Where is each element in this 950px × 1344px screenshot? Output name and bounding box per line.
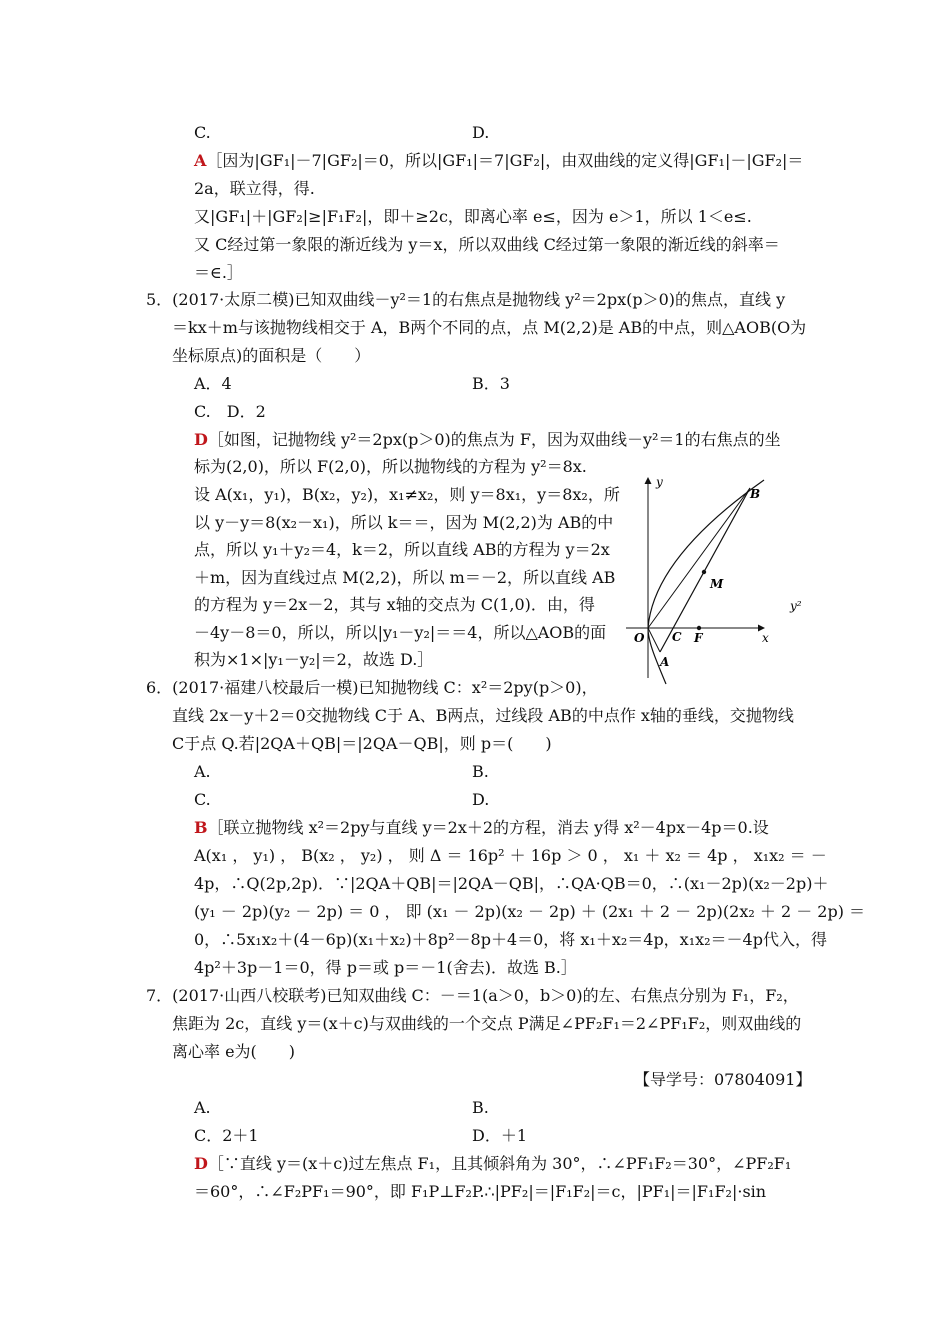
q7-option-a: A. [194,1098,211,1117]
q7-guide-number: 【导学号：07804091】 [634,1070,812,1089]
q7-option-b: B. [472,1098,489,1117]
q7-option-d: D．＋1 [472,1126,528,1145]
q7-solution-line-1 [194,1153,791,1175]
q4-solution-line-4: 又 C经过第一象限的渐近线为 y＝x，所以双曲线 C经过第一象限的渐近线的斜率＝ [194,235,780,254]
q5-solution-line-8: －4y－8＝0，所以，所以|y₁－y₂|＝＝4，所以△AOB的面 [194,623,607,642]
parabola-figure [622,470,812,686]
x-axis-label: x [762,631,769,645]
point-f-label: F [694,631,703,645]
q4-solution-line-3: 又|GF₁|＋|GF₂|≥|F₁F₂|，即＋≥2c，即离心率 e≤，因为 e＞1，所以 1＜e≤. [194,207,752,226]
q7-stem-line-3: 离心率 e为( ) [172,1042,296,1061]
q6-answer: B [194,818,208,837]
q5-option-b: B．3 [472,374,510,393]
q6-solution-text-1: ［联立抛物线 x²＝2py与直线 y＝2x＋2的方程，消去 y得 x²－4px－4p＝0.设 [207,818,769,837]
q6-stem-line-3: C于点 Q.若|2QA＋QB|＝|2QA－QB|，则 p＝( ) [172,734,552,753]
q6-solution-line-6: 4p²＋3p－1＝0，得 p＝或 p＝－1(舍去)．故选 B.］ [194,958,577,977]
q4-solution-line-2: 2a，联立得，得. [194,179,315,198]
q7-option-c: C．2＋1 [194,1126,259,1145]
q4-answer: A [194,151,207,170]
q5-solution-line-7: 的方程为 y＝2x－2，其与 x轴的交点为 C(1,0)．由，得 [194,595,595,614]
q6-stem-line-2: 直线 2x－y＋2＝0交抛物线 C于 A、B两点，过线段 AB的中点作 x轴的垂线，交抛物线 [172,706,794,725]
point-c-label: C [672,630,682,644]
q4-solution-text-1: ［因为|GF₁|－7|GF₂|＝0，所以|GF₁|＝7|GF₂|，由双曲线的定义得|GF₁|－|GF₂|＝ [206,151,804,170]
q7-stem-line-2: 焦距为 2c，直线 y＝(x＋c)与双曲线的一个交点 P满足∠PF₂F₁＝2∠PF₁F₂，则双曲线的 [172,1014,802,1033]
q6-option-b: B. [472,762,489,781]
q7-solution-text-1: ［∵直线 y＝(x＋c)过左焦点 F₁，且其倾斜角为 30°，∴∠PF₁F₂＝30°，∠PF₂F₁ [207,1154,792,1173]
q5-solution-line-4: 以 y－y＝8(x₂－x₁)，所以 k＝＝，因为 M(2,2)为 AB的中 [194,513,614,532]
q5-solution-line-6: ＋m，因为直线过点 M(2,2)，所以 m＝－2，所以直线 AB [194,568,616,587]
segment-ob [648,488,750,628]
q7-stem-line-1: 7．(2017·山西八校联考)已知双曲线 C：－＝1(a＞0，b＞0)的左、右焦点分别为 F₁，F₂， [146,986,799,1005]
q6-option-d: D. [472,790,490,809]
q6-solution-line-2: A(x₁ ， y₁) ， B(x₂ ， y₂) ， 则 Δ ＝ 16p² ＋ 16p ＞ 0 ， x₁ ＋ x₂ ＝ 4p ， x₁x₂ ＝ － [194,846,827,865]
q5-solution-line-1 [194,429,781,451]
q5-stem-line-2: ＝kx＋m与该抛物线相交于 A，B两个不同的点，点 M(2,2)是 AB的中点，则△AOB(O为 [172,318,807,337]
point-b-label: B [750,487,761,501]
q4-option-c: C. [194,123,211,142]
point-m-label: M [710,577,724,591]
q5-stem-line-1: 5．(2017·太原二模)已知双曲线－y²＝1的右焦点是抛物线 y²＝2px(p＞0)的焦点，直线 y [146,290,786,309]
y-axis-label: y [656,475,663,489]
q5-stem-line-3: 坐标原点)的面积是（ ） [172,346,371,365]
q4-option-d: D. [472,123,490,142]
q5-solution-line-2: 标为(2,0)，所以 F(2,0)，所以抛物线的方程为 y²＝8x. [194,457,587,476]
q5-solution-line-3: 设 A(x₁，y₁)，B(x₂，y₂)，x₁≠x₂，则 y＝8x₁，y＝8x₂，所 [194,485,620,504]
q5-answer: D [194,430,208,449]
q6-stem-line-1: 6．(2017·福建八校最后一模)已知抛物线 C：x²＝2py(p＞0)， [146,678,598,697]
q6-solution-line-4: (y₁ － 2p)(y₂ － 2p) ＝ 0 ， 即 (x₁ － 2p)(x₂ － 2p) ＋ (2x₁ ＋ 2 － 2p)(2x₂ ＋ 2 － 2p) ＝ [194,902,866,921]
q5-solution-line-9: 积为×1×|y₁－y₂|＝2，故选 D.］ [194,650,434,669]
side-label: y² [790,599,802,613]
q5-option-cd: C. D．2 [194,402,266,421]
q5-solution-line-5: 点，所以 y₁＋y₂＝4，k＝2，所以直线 AB的方程为 y＝2x [194,540,610,559]
q7-answer: D [194,1154,208,1173]
q6-option-a: A. [194,762,211,781]
q5-option-a: A．4 [194,374,232,393]
parabola-curve [648,480,764,684]
chord-ab [660,488,750,652]
q6-solution-line-1 [194,817,769,839]
q7-solution-line-2: ＝60°，∴∠F₂PF₁＝90°，即 F₁P⊥F₂P.∴|PF₂|＝|F₁F₂|＝c，|PF₁|＝|F₁F₂|·sin [194,1182,767,1201]
q6-solution-line-3: 4p，∴Q(2p,2p)．∵|2QA＋QB|＝|2QA－QB|，∴QA·QB＝0，∴(x₁－2p)(x₂－2p)＋ [194,874,829,893]
point-a-label: A [660,655,670,669]
q5-solution-text-1: ［如图，记抛物线 y²＝2px(p＞0)的焦点为 F，因为双曲线－y²＝1的右焦点的坐 [207,430,781,449]
origin-label: O [634,631,645,645]
q6-option-c: C. [194,790,211,809]
point-m [702,570,706,574]
q6-solution-line-5: 0，∴5x₁x₂＋(4－6p)(x₁＋x₂)＋8p²－8p＋4＝0，将 x₁＋x₂＝4p，x₁x₂＝－4p代入，得 [194,930,827,949]
point-f [697,626,701,630]
q4-solution-line-1 [194,150,803,172]
q4-solution-line-5: ＝∈.］ [194,263,243,282]
